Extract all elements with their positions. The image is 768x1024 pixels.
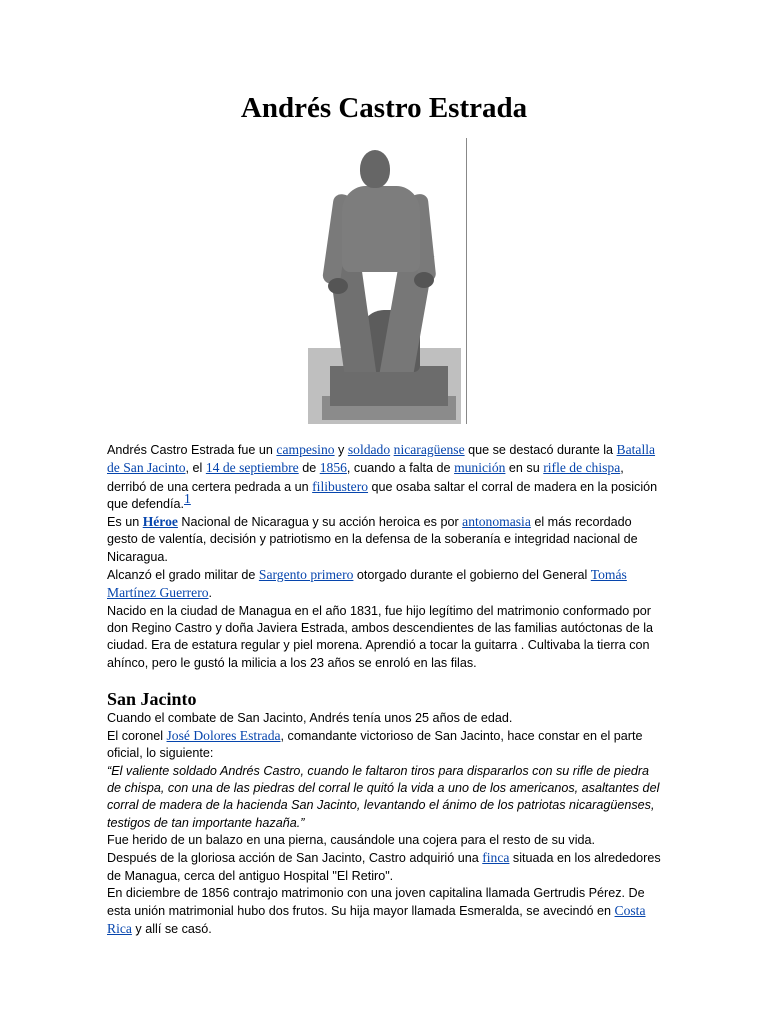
statue-photo <box>302 138 467 424</box>
link-filibustero[interactable]: filibustero <box>312 478 369 494</box>
link-antonomasia[interactable]: antonomasia <box>462 514 531 530</box>
page-title: Andrés Castro Estrada <box>240 92 528 124</box>
text: en su <box>505 461 544 476</box>
link-soldado[interactable]: soldado <box>347 442 391 457</box>
text: otorgado durante el gobierno del General <box>353 568 591 583</box>
text: situada en los alrededores de Managua, cerca del antiguo Hospital "El Retiro". <box>107 851 661 883</box>
link-14-septiembre[interactable]: 14 de septiembre <box>205 460 299 476</box>
link-tomas-martinez-guerrero[interactable]: Tomás Martínez Guerrero <box>107 567 627 601</box>
text: y allí se casó. <box>131 922 212 937</box>
section-heading: San Jacinto <box>107 688 197 709</box>
section-paragraph-1: Cuando el combate de San Jacinto, Andrés tenía unos 25 años de edad. <box>107 710 513 725</box>
text: Es un <box>107 515 143 530</box>
link-sargento-primero[interactable]: Sargento primero <box>258 567 354 583</box>
intro-paragraph-2 <box>107 513 663 566</box>
text: que se destacó durante la <box>464 443 617 457</box>
link-heroe[interactable]: Héroe <box>142 514 178 530</box>
text: Andrés Castro Estrada fue un <box>107 443 277 457</box>
text: de <box>298 461 320 476</box>
link-batalla-san-jacinto[interactable]: Batalla de San Jacinto <box>107 442 656 476</box>
text: , cuando a falta de <box>346 461 455 476</box>
intro-paragraph-3 <box>107 566 663 603</box>
intro-paragraph-1 <box>107 441 663 513</box>
article-body <box>107 441 663 939</box>
link-campesino[interactable]: campesino <box>276 442 335 457</box>
block-quote: “El valiente soldado Andrés Castro, cuando le faltaron tiros para dispararlos con su rifle de piedra de chispa, con una de las piedras del corral le quitó la vida a uno de los americanos, asaltantes del corral de madera de la hacienda San Jacinto, levantando el ánimo de los patriotas nicaragüenses, testigos de tan importante hazaña.” <box>107 763 660 830</box>
text: y <box>334 443 348 457</box>
text: , derribó de una certera pedrada a un <box>107 461 624 494</box>
link-rifle-de-chispa[interactable]: rifle de chispa <box>543 460 621 476</box>
section-paragraph-4 <box>107 849 663 885</box>
link-costa-rica[interactable]: Costa Rica <box>107 903 646 937</box>
intro-paragraph-4: Nacido en la ciudad de Managua en el año 1831, fue hijo legítimo del matrimonio conformado por don Regino Castro y doña Javiera Estrada, ambos descendientes de las familias autóctonas de la ciudad. Era de estatura regular y piel morena. Aprendió a tocar la guitarra . Cultivaba la tierra con ahínco, pero le gustó la milicia a los 23 años se enroló en las filas. <box>107 603 654 670</box>
link-nicaraguense[interactable]: nicaragüense <box>393 442 465 457</box>
text: Después de la gloriosa acción de San Jacinto, Castro adquirió una <box>107 851 483 866</box>
text: , comandante victorioso de San Jacinto, hace constar en el parte oficial, lo siguiente: <box>107 729 643 761</box>
link-finca[interactable]: finca <box>482 850 510 866</box>
link-1856[interactable]: 1856 <box>319 460 347 476</box>
text: que osaba saltar el corral de madera en la posición que defendía. <box>107 479 658 511</box>
link-jose-dolores-estrada[interactable]: José Dolores Estrada <box>166 728 281 744</box>
text: Nacional de Nicaragua y su acción heroica es por <box>177 515 463 530</box>
text: En diciembre de 1856 contrajo matrimonio con una joven capitalina llamada Gertrudis Pérez. De esta unión matrimonial hubo dos frutos. Su hija mayor llamada Esmeralda, se avecindó en <box>107 885 645 919</box>
text: . <box>208 586 213 601</box>
link-municion[interactable]: munición <box>454 460 506 476</box>
text: , el <box>185 461 206 476</box>
section-paragraph-3: Fue herido de un balazo en una pierna, causándole una cojera para el resto de su vida. <box>107 832 595 847</box>
reference-link[interactable]: 1 <box>184 490 191 506</box>
section-paragraph-2 <box>107 727 663 763</box>
text: el más recordado gesto de valentía, decisión y patriotismo en la defensa de la soberanía e integridad nacional de Nicaragua. <box>107 515 638 564</box>
text: El coronel <box>107 729 167 744</box>
text: Alcanzó el grado militar de <box>107 568 259 583</box>
section-paragraph-5 <box>107 885 663 939</box>
